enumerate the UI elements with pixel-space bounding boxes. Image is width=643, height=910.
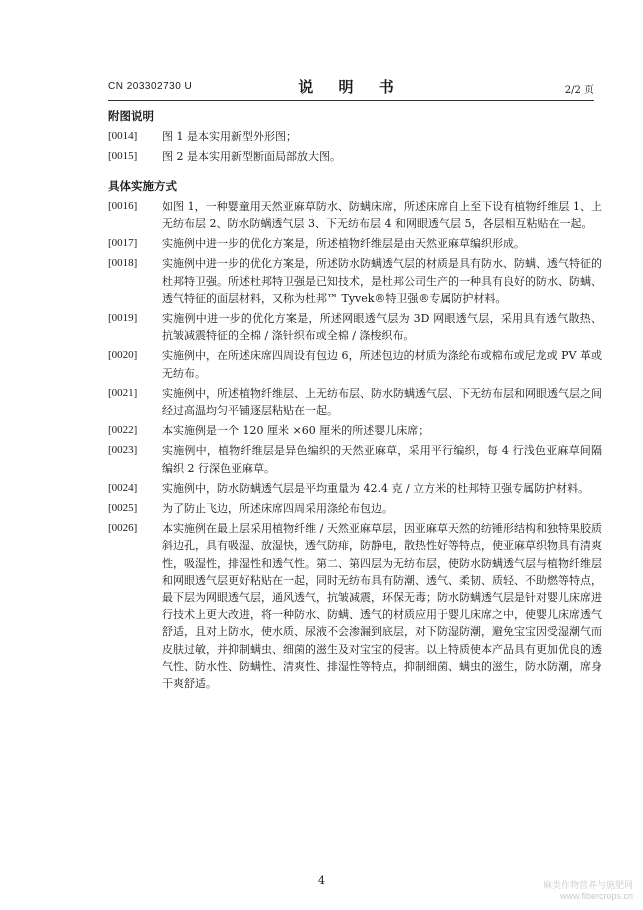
paragraph-number: [0021] bbox=[108, 386, 138, 399]
paragraph-number: [0016] bbox=[108, 199, 138, 212]
paragraph bbox=[108, 422, 602, 439]
document-title: 说 明 书 bbox=[298, 78, 404, 96]
section-spacer bbox=[108, 166, 602, 178]
paragraph-text: 如图 1，一种婴童用天然亚麻草防水、防螨床席，所述床席自上至下设有植物纤维层 1、上无纺布层 2、防水防螨透气层 3、下无纺布层 4 和网眼透气层 5，各层相互粘贴在一起。 bbox=[162, 199, 602, 231]
paragraph-text: 本实施例在最上层采用植物纤维 / 天然亚麻草层，因亚麻草天然的纺锤形结构和独特果胶质斜边孔，具有吸湿、放湿快，透气防痱，防静电，散热性好等特点，使亚麻草织物具有清爽性，吸湿性，排湿性和透气性。第二、第四层为无纺布层，使防水防螨透气层与植物纤维层和网眼透气层更好粘贴在一起，同时无纺布具有防潮、透气、柔韧、质轻、不助燃等特点，最下层为网眼透气层，通风透气，抗皱减震，环保无毒；防水防螨透气层是针对婴儿床席进行技术上更大改进，将一种防水、防螨、透气的材质应用于婴儿床席之中，使婴儿床席透气舒适，且对上防水，使水质、尿液不会渗漏到底层，对下防湿防潮，避免宝宝因受湿潮气而皮肤过敏，并抑制螨虫、细菌的滋生及对宝宝的侵害。以上特质使本产品具有更加优良的透气性、防水性、防螨性、清爽性、排湿性等特点，抑制细菌、螨虫的滋生，防水防潮，席身干爽舒适。 bbox=[162, 522, 602, 691]
page-number: 4 bbox=[318, 874, 325, 887]
paragraph bbox=[108, 480, 602, 497]
paragraph bbox=[108, 148, 602, 165]
site-watermark bbox=[543, 880, 633, 902]
paragraph-number: [0024] bbox=[108, 481, 138, 494]
paragraph-number: [0019] bbox=[108, 312, 138, 325]
paragraph-text: 实施例中进一步的优化方案是，所述网眼透气层为 3D 网眼透气层，采用具有透气散热、抗皱减震特征的全棉 / 涤针织布或全棉 / 涤梭织布。 bbox=[162, 312, 602, 343]
paragraph bbox=[108, 500, 602, 517]
paragraph-text: 实施例中进一步的优化方案是，所述植物纤维层是由天然亚麻草编织形成。 bbox=[162, 237, 525, 251]
paragraph-text: 本实施例是一个 120 厘米 ×60 厘米的所述婴儿床席； bbox=[162, 424, 430, 438]
paragraph-number: [0023] bbox=[108, 444, 138, 457]
paragraph bbox=[108, 520, 602, 692]
paragraph bbox=[108, 310, 602, 344]
paragraph-text: 图 2 是本实用新型断面局部放大图。 bbox=[162, 150, 341, 164]
paragraph bbox=[108, 442, 602, 476]
paragraph-number: [0014] bbox=[108, 130, 138, 143]
paragraph-text: 实施例中，防水防螨透气层是平均重量为 42.4 克 / 立方米的杜邦特卫强专属防护材料。 bbox=[162, 481, 590, 495]
section-title-embodiment: 具体实施方式 bbox=[108, 178, 177, 193]
paragraph-number: [0025] bbox=[108, 502, 138, 515]
document-body bbox=[108, 108, 602, 692]
patent-number: CN 203302730 U bbox=[108, 81, 193, 92]
paragraph-text: 实施例中进一步的优化方案是，所述防水防螨透气层的材质是具有防水、防螨、透气特征的杜邦特卫强。所述杜邦特卫强是已知技术，是杜邦公司生产的一种具有良好的防水、防螨、透气特征的面层材料，又称为杜邦™ Tyvek®特卫强®专属防护材料。 bbox=[162, 257, 602, 305]
watermark-site-name: 麻类作物营养与施肥网 bbox=[542, 880, 633, 890]
section-title-figures: 附图说明 bbox=[108, 109, 154, 123]
paragraph-number: [0015] bbox=[108, 150, 138, 163]
paragraph-text: 实施例中，植物纤维层是异色编织的天然亚麻草，采用平行编织，每 4 行浅色亚麻草间隔编织 2 行深色亚麻草。 bbox=[162, 444, 602, 475]
paragraph bbox=[108, 198, 602, 232]
paragraph-text: 实施例中，所述植物纤维层、上无纺布层、防水防螨透气层、下无纺布层和网眼透气层之间经过高温均匀平铺逐层粘贴在一起。 bbox=[162, 386, 602, 418]
paragraph-number: [0018] bbox=[108, 257, 138, 270]
paragraph-number: [0022] bbox=[108, 424, 138, 437]
figures-paragraph-list bbox=[108, 128, 602, 165]
paragraph-text: 实施例中，在所述床席四周设有包边 6，所述包边的材质为涤纶布或棉布或尼龙或 PV 革或无纺布。 bbox=[162, 349, 602, 380]
watermark-url: www.fibercrops.cn bbox=[559, 891, 633, 901]
paragraph bbox=[108, 235, 602, 252]
paragraph bbox=[108, 255, 602, 307]
embodiment-paragraph-list bbox=[108, 198, 602, 692]
paragraph-number: [0017] bbox=[108, 237, 138, 250]
paragraph-text: 图 1 是本实用新型外形图； bbox=[162, 130, 297, 144]
paragraph-number: [0020] bbox=[108, 349, 138, 362]
paragraph bbox=[108, 385, 602, 419]
page-indicator: 2/2 页 bbox=[564, 85, 594, 96]
document-header bbox=[108, 76, 594, 98]
paragraph bbox=[108, 347, 602, 381]
paragraph-number: [0026] bbox=[108, 522, 138, 535]
paragraph bbox=[108, 128, 602, 145]
paragraph-text: 为了防止飞边，所述床席四周采用涤纶布包边。 bbox=[162, 502, 393, 516]
header-divider bbox=[108, 100, 594, 101]
